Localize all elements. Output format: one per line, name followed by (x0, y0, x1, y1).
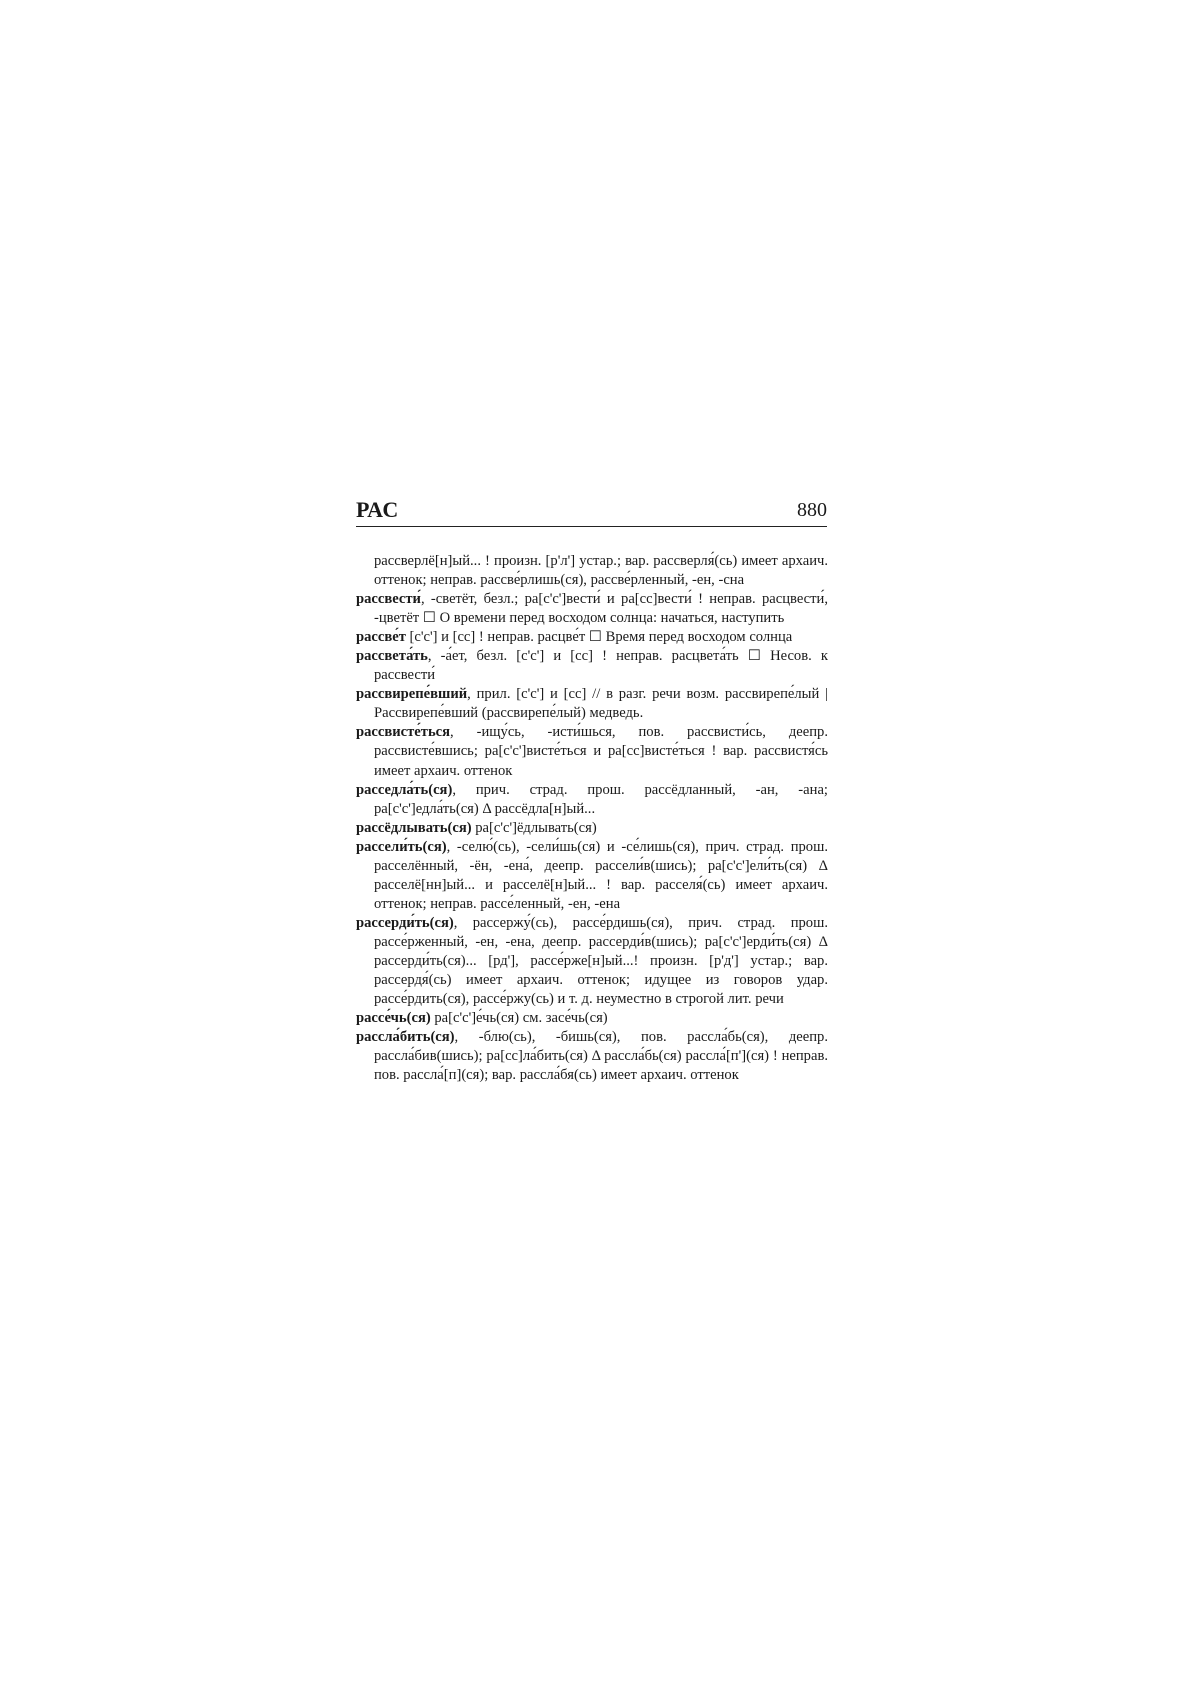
dictionary-entry (356, 647, 828, 685)
dictionary-entry (356, 781, 828, 819)
entry-body: , -блю(сь), -бишь(ся), пов. рассла́бь(ся), деепр. рассла́бив(шись); ра[сс]ла́бить(ся) Δ рассла́бь(ся) рассла́[п'](ся) ! неправ. пов. рассла́[п](ся); вар. рассла́бя(сь) имеет архаич. оттенок (374, 1029, 828, 1084)
dictionary-entries (356, 552, 828, 1085)
entry-headword: рассвирепе́вший (356, 686, 468, 703)
entry-headword: рассерди́ть(ся) (356, 914, 454, 931)
entry-body: , -светёт, безл.; ра[с'с']вести́ и ра[сс]вести́ ! неправ. расцвести́, -цветёт ☐ О времени перед восходом солнца: начаться, наступить (374, 591, 828, 627)
entry-headword: расседла́ть(ся) (356, 781, 453, 798)
entry-headword: рассвисте́ться (356, 724, 451, 741)
entry-body: , прил. [с'с'] и [сс] // в разг. речи возм. рассвирепе́лый | Рассвирепе́вший (рассвирепе́лый) медведь. (374, 686, 828, 722)
entry-headword: рассёдлывать(ся) (356, 819, 472, 836)
entry-body: ра[с'с']ёдлывать(ся) (471, 819, 597, 836)
entry-headword: рассели́ть(ся) (356, 838, 447, 855)
page-number: 880 (797, 499, 827, 521)
entry-body: ра[с'с']е́чь(ся) см. засе́чь(ся) (430, 1010, 608, 1027)
dictionary-entry (356, 723, 828, 780)
entry-body: , рассержу́(сь), рассе́рдишь(ся), прич. страд. прош. рассе́рженный, -ен, -ена, деепр. рассерди́в(шись); ра[с'с']ерди́ть(ся) Δ рассерди́ть(ся)... [рд'], рассе́рже[н]ый...! произн. [р'д'] устар.; вар. рассердя́(сь) имеет архаич. оттенок; идущее из говоров удар. рассе́рдить(ся), рассе́ржу(сь) и т. д. неуместно в строгой лит. речи (374, 914, 828, 1008)
page-header (356, 497, 827, 527)
entry-headword: рассвета́ть (356, 648, 428, 665)
entry-body: , -а́ет, безл. [с'с'] и [сс] ! неправ. расцвета́ть ☐ Несов. к рассвести́ (374, 648, 828, 684)
dictionary-entry (356, 838, 828, 914)
entry-body: рассверлё[н]ый... ! произн. [р'л'] устар.; вар. рассверля́(сь) имеет архаич. оттенок; неправ. рассве́рлишь(ся), рассве́рленный, -ен, -сна (374, 553, 828, 589)
entry-headword: рассе́чь(ся) (356, 1010, 431, 1027)
dictionary-entry (356, 914, 828, 1009)
header-rule (356, 526, 827, 527)
dictionary-entry (356, 552, 828, 590)
entry-body: , -селю́(сь), -сели́шь(ся) и -се́лишь(ся), прич. страд. прош. расселённый, -ён, -ена́, деепр. рассели́в(шись); ра[с'с']ели́ть(ся) Δ расселё[нн]ый... и расселё[н]ый... ! вар. расселя́(сь) имеет архаич. оттенок; неправ. рассе́ленный, -ен, -ена (374, 838, 828, 912)
entry-headword: рассла́бить(ся) (356, 1029, 455, 1046)
entry-body: [с'с'] и [сс] ! неправ. расцве́т ☐ Время перед восходом солнца (405, 629, 793, 646)
dictionary-entry (356, 685, 828, 723)
dictionary-entry (356, 819, 828, 838)
dictionary-entry (356, 628, 828, 647)
entry-body: , прич. страд. прош. рассёдланный, -ан, -ана; ра[с'с']едла́ть(ся) Δ рассёдла[н]ый... (374, 781, 828, 817)
header-guide-word: РАС (356, 497, 399, 522)
dictionary-entry (356, 1028, 828, 1085)
entry-headword: рассвести́ (356, 591, 421, 608)
dictionary-entry (356, 590, 828, 628)
entry-body: , -ищу́сь, -исти́шься, пов. рассвисти́сь, деепр. рассвисте́вшись; ра[с'с']висте́ться и ра[сс]висте́ться ! вар. рассвистя́сь имеет архаич. оттенок (374, 724, 828, 779)
entry-headword: рассве́т (356, 629, 406, 646)
dictionary-entry (356, 1009, 828, 1028)
